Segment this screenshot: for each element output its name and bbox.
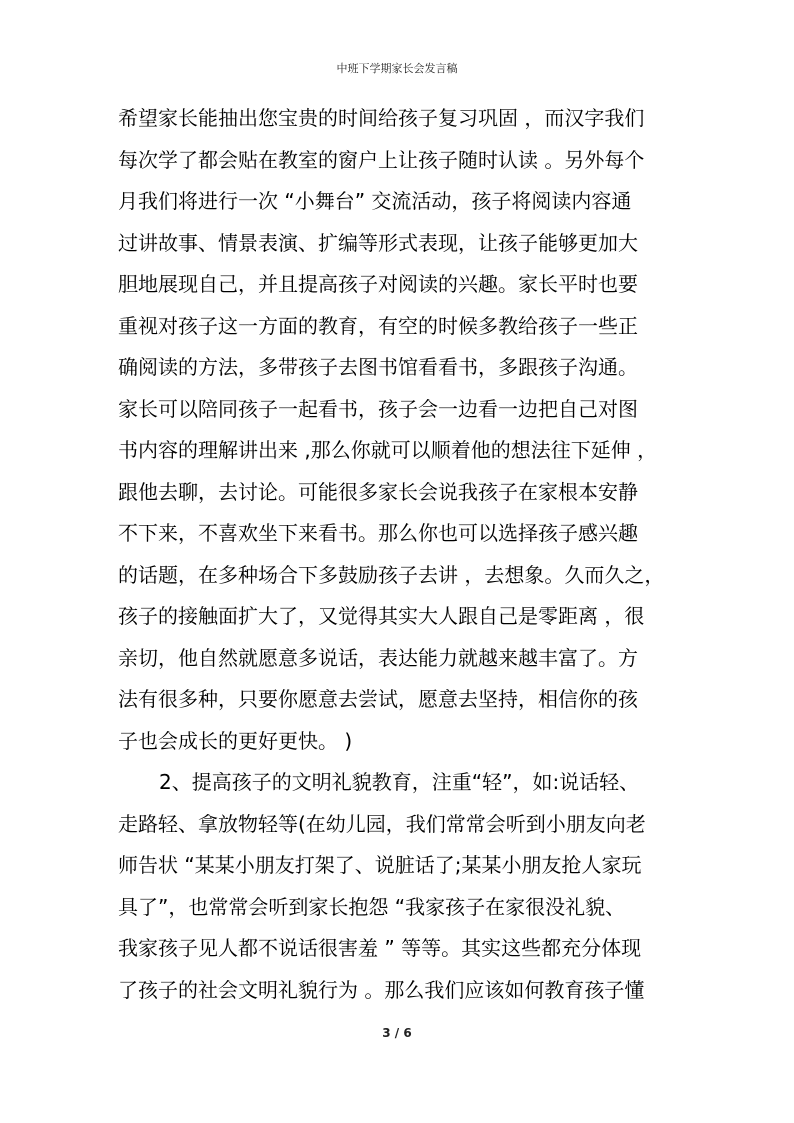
text-line: 子也会成长的更好更快。 ) (118, 728, 353, 753)
text-line: 具了”，也常常会听到家长抱怨 “我家孩子在家很没礼貌、 (118, 894, 626, 919)
text-line: 月我们将进行一次 “小舞台” 交流活动，孩子将阅读内容通 (118, 189, 632, 213)
text-line: 的话题，在多种场合下多鼓励孩子去讲 ，去想象。久而久之， (118, 562, 665, 587)
text-line: 确阅读的方法，多带孩子去图书馆看看书，多跟孩子沟通。 (118, 355, 638, 379)
paragraph-start-line: 2、提高孩子的文明礼貌教育，注重“轻”，如:说话轻、 (159, 770, 640, 794)
text-line: 亲切，他自然就愿意多说话，表达能力就越来越丰富了。方 (118, 645, 638, 670)
text-line: 过讲故事、情景表演、扩编等形式表现，让孩子能够更加大 (118, 230, 638, 255)
text-line: 法有很多种，只要你愿意去尝试，愿意去坚持，相信你的孩 (118, 687, 638, 711)
text-line: 每次学了都会贴在教室的窗户上让孩子随时认读 。另外每个 (118, 147, 645, 172)
text-line: 孩子的接触面扩大了，又觉得其实大人跟自己是零距离 ，很 (118, 604, 645, 628)
text-line: 走路轻、拿放物轻等(在幼儿园，我们常常会听到小朋友向老 (118, 811, 646, 836)
text-line: 我家孩子见人都不说话很害羞 ” 等等。其实这些都充分体现 (118, 936, 642, 960)
page-header-title: 中班下学期家长会发言稿 (336, 62, 458, 75)
text-line: 书内容的理解讲出来 ,那么你就可以顺着他的想法往下延伸 ， (118, 438, 658, 462)
page-number: 3 / 6 (382, 1026, 412, 1040)
text-line: 家长可以陪同孩子一起看书，孩子会一边看一边把自己对图 (118, 396, 638, 421)
document-body (118, 98, 678, 1011)
text-line: 师告状 “某某小朋友打架了、说脏话了;某某小朋友抢人家玩 (118, 853, 642, 877)
text-line: 重视对孩子这一方面的教育，有空的时候多教给孩子一些正 (118, 313, 638, 338)
text-line: 跟他去聊，去讨论。可能很多家长会说我孩子在家根本安静 (118, 479, 638, 504)
text-line: 胆地展现自己，并且提高孩子对阅读的兴趣。家长平时也要 (118, 272, 638, 296)
text-line: 希望家长能抽出您宝贵的时间给孩子复习巩固 ，而汉字我们 (118, 106, 645, 130)
text-line: 不下来，不喜欢坐下来看书。那么你也可以选择孩子感兴趣 (118, 521, 638, 545)
text-line: 了孩子的社会文明礼貌行为 。那么我们应该如何教育孩子懂 (118, 977, 645, 1002)
